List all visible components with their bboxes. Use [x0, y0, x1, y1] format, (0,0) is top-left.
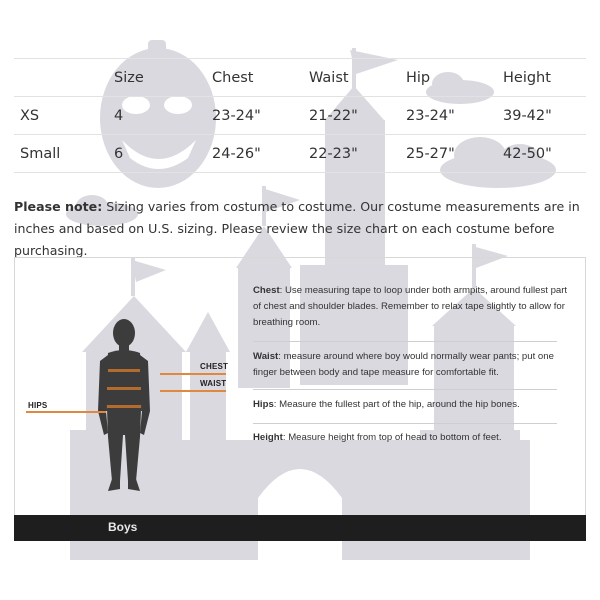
divider: [253, 423, 557, 424]
table-cell: 25-27": [406, 135, 503, 173]
waist-text: : measure around where boy would normally wear pants; put one finger between body and tape measure for comfortable fit.: [253, 351, 554, 378]
waist-measure-line: [160, 390, 226, 392]
table-cell: 42-50": [503, 135, 586, 173]
table-row: [14, 97, 586, 135]
boys-label: Boys: [108, 520, 138, 534]
waist-instruction: [253, 349, 573, 381]
footer-bar: [14, 515, 586, 541]
hips-measure-line: [26, 411, 106, 413]
hips-label: HIPS: [28, 401, 48, 410]
height-text: : Measure height from top of head to bottom of feet.: [282, 432, 502, 443]
sizing-note: [14, 196, 588, 262]
hips-instruction: [253, 397, 573, 413]
table-cell: Small: [14, 135, 114, 173]
table-cell: 23-24": [212, 97, 309, 135]
table-cell: 22-23": [309, 135, 406, 173]
table-cell: 6: [114, 135, 212, 173]
table-cell: 21-22": [309, 97, 406, 135]
chest-term: Chest: [253, 285, 280, 296]
measurement-guide: [14, 257, 586, 541]
table-cell: 39-42": [503, 97, 586, 135]
height-instruction: [253, 430, 573, 446]
height-term: Height: [253, 432, 283, 443]
table-cell: 23-24": [406, 97, 503, 135]
table-cell: 4: [114, 97, 212, 135]
hips-text: : Measure the fullest part of the hip, around the hip bones.: [273, 399, 520, 410]
table-header-cell: Chest: [212, 59, 309, 97]
waist-label: WAIST: [200, 379, 227, 388]
chest-measure-line: [160, 373, 226, 375]
chest-text: : Use measuring tape to loop under both armpits, around fullest part of chest and shoulder blades. Remember to relax tape slightly to allow for breathing room.: [253, 285, 568, 328]
note-text: Sizing varies from costume to costume. Our costume measurements are in inches and based on U.S. sizing. Please review the size chart on each costume before purchasing.: [14, 199, 580, 258]
table-cell: XS: [14, 97, 114, 135]
waist-term: Waist: [253, 351, 279, 362]
table-header-cell: Height: [503, 59, 586, 97]
boy-figure-icon: [88, 317, 158, 497]
chest-label: CHEST: [200, 362, 229, 371]
note-label: Please note:: [14, 199, 103, 214]
table-row: [14, 135, 586, 173]
chest-instruction: [253, 283, 573, 331]
table-header-cell: Waist: [309, 59, 406, 97]
divider: [253, 341, 557, 342]
hips-term: Hips: [253, 399, 274, 410]
divider: [253, 389, 557, 390]
table-header-cell: Size: [114, 59, 212, 97]
table-header-cell: Hip: [406, 59, 503, 97]
size-chart-table: [14, 58, 586, 173]
table-header-row: [14, 59, 586, 97]
table-cell: 24-26": [212, 135, 309, 173]
table-header-cell: [14, 59, 114, 97]
